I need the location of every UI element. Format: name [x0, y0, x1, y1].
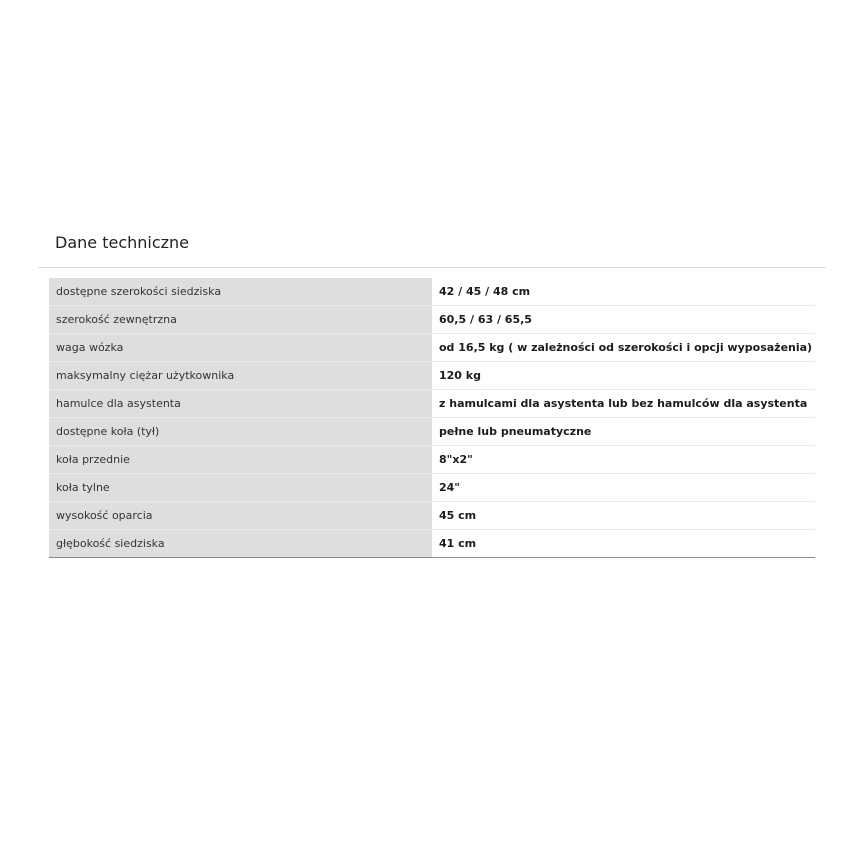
- spec-label: dostępne szerokości siedziska: [49, 278, 432, 306]
- spec-row: [49, 390, 815, 418]
- spec-value: z hamulcami dla asystenta lub bez hamulców dla asystenta: [432, 390, 815, 418]
- spec-value: 120 kg: [432, 362, 815, 390]
- spec-value: pełne lub pneumatyczne: [432, 418, 815, 446]
- spec-label: hamulce dla asystenta: [49, 390, 432, 418]
- spec-row: [49, 446, 815, 474]
- spec-value: 41 cm: [432, 530, 815, 558]
- spec-label: maksymalny ciężar użytkownika: [49, 362, 432, 390]
- spec-row: [49, 306, 815, 334]
- spec-row: [49, 362, 815, 390]
- spec-row: [49, 418, 815, 446]
- spec-value: od 16,5 kg ( w zależności od szerokości i opcji wyposażenia): [432, 334, 815, 362]
- spec-row: [49, 502, 815, 530]
- spec-table: [49, 278, 815, 558]
- spec-label: waga wózka: [49, 334, 432, 362]
- title-divider: [38, 267, 826, 268]
- section-title: Dane techniczne: [55, 233, 190, 252]
- spec-label: szerokość zewnętrzna: [49, 306, 432, 334]
- spec-label: wysokość oparcia: [49, 502, 432, 530]
- spec-value: 8"x2": [432, 446, 815, 474]
- spec-value: 24": [432, 474, 815, 502]
- spec-row: [49, 474, 815, 502]
- spec-value: 60,5 / 63 / 65,5: [432, 306, 815, 334]
- spec-label: koła tylne: [49, 474, 432, 502]
- spec-row: [49, 530, 815, 558]
- spec-label: koła przednie: [49, 446, 432, 474]
- spec-row: [49, 278, 815, 306]
- spec-label: głębokość siedziska: [49, 530, 432, 558]
- spec-value: 42 / 45 / 48 cm: [432, 278, 815, 306]
- spec-row: [49, 334, 815, 362]
- spec-label: dostępne koła (tył): [49, 418, 432, 446]
- spec-value: 45 cm: [432, 502, 815, 530]
